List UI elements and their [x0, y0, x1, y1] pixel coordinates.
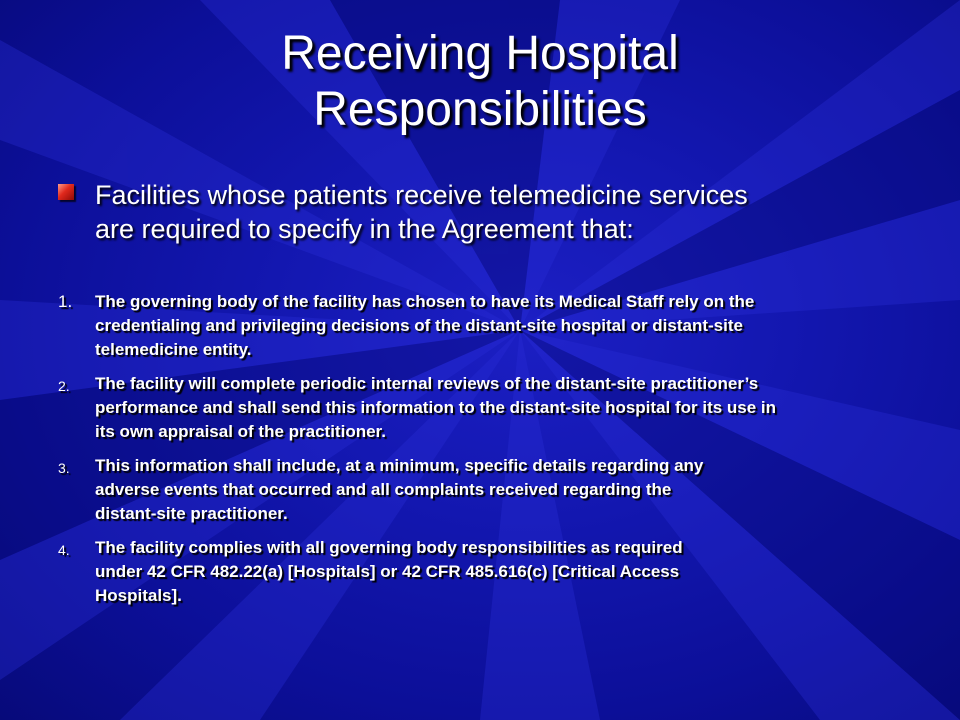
list-item-text [95, 290, 885, 362]
slide-title [80, 26, 880, 138]
list-item-number: 4. [58, 542, 70, 558]
list-item-number: 1. [58, 292, 73, 311]
list-item-line: under 42 CFR 482.22(a) [Hospitals] or 42 CFR 485.616(c) [Critical Access [95, 562, 680, 581]
list-item-line: Hospitals]. [95, 586, 182, 605]
list-item-text [95, 454, 885, 526]
slide-title-line-1: Receiving Hospital [281, 27, 679, 80]
slide-title-line-2: Responsibilities [313, 83, 647, 136]
list-item-line: distant-site practitioner. [95, 504, 288, 523]
main-bullet-text [95, 178, 885, 246]
list-item-line: performance and shall send this information to the distant-site hospital for its use in [95, 398, 777, 417]
list-item-number: 2. [58, 378, 70, 394]
list-item-line: adverse events that occurred and all complaints received regarding the [95, 480, 672, 499]
list-item-line: credentialing and privileging decisions of the distant-site hospital or distant-site [95, 316, 743, 335]
list-item-number: 3. [58, 460, 70, 476]
list-item-line: its own appraisal of the practitioner. [95, 422, 386, 441]
list-item-line: The facility will complete periodic internal reviews of the distant-site practitioner’s [95, 374, 759, 393]
red-square-bullet-icon [58, 184, 74, 200]
list-item-line: The facility complies with all governing body responsibilities as required [95, 538, 683, 557]
list-item-line: The governing body of the facility has chosen to have its Medical Staff rely on the [95, 292, 755, 311]
main-bullet-line-2: are required to specify in the Agreement that: [95, 214, 634, 244]
list-item-line: This information shall include, at a minimum, specific details regarding any [95, 456, 704, 475]
list-item-text [95, 372, 885, 444]
list-item-line: telemedicine entity. [95, 340, 252, 359]
main-bullet-line-1: Facilities whose patients receive telemedicine services [95, 180, 748, 210]
list-item-text [95, 536, 885, 608]
